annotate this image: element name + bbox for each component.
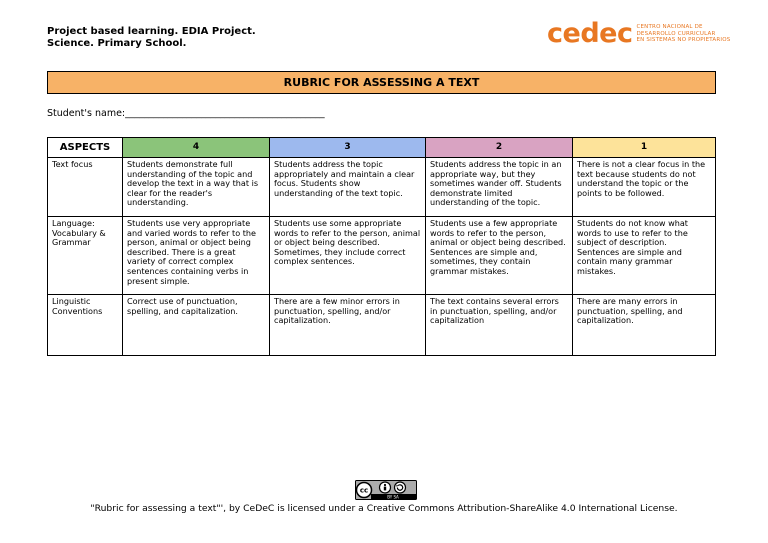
table-cell: Students demonstrate full understanding of the topic and develop the text in a way that is clear for the reader's understanding.	[123, 158, 270, 217]
header-line-1: Project based learning. EDIA Project.	[47, 26, 256, 37]
table-cell: Correct use of punctuation, spelling, and capitalization.	[123, 295, 270, 356]
header-score-4: 4	[123, 138, 270, 158]
table-cell: There is not a clear focus in the text because students do not understand the topic or the points to be followed.	[573, 158, 716, 217]
document-header	[47, 26, 256, 50]
table-cell: The text contains several errors in punctuation, spelling, and/or capitalization	[426, 295, 573, 356]
table-cell: Students do not know what words to use to refer to the subject of description. Sentences are simple and contain many grammar mistakes.	[573, 217, 716, 295]
cc-by-sa-icon[interactable]	[355, 480, 417, 500]
header-score-2: 2	[426, 138, 573, 158]
table-cell: Students address the topic appropriately and maintain a clear focus. Students show understanding of the text topic.	[270, 158, 426, 217]
table-cell: There are many errors in punctuation, spelling, and capitalization.	[573, 295, 716, 356]
table-cell: Students use very appropriate and varied words to refer to the person, animal or object being described. There is a great variety of correct complex sentences containing verbs in present simple.	[123, 217, 270, 295]
table-cell: Students address the topic in an appropriate way, but they sometimes wander off. Students demonstrate limited understanding of the topic.	[426, 158, 573, 217]
aspect-text-focus: Text focus	[48, 158, 123, 217]
aspect-language-line-2: Vocabulary & Grammar	[52, 227, 106, 248]
header-aspects: ASPECTS	[48, 138, 123, 158]
logo-subtitle	[636, 24, 730, 44]
table-row	[48, 158, 716, 217]
logo-sub-line-2: DESARROLLO CURRICULAR	[636, 30, 716, 37]
table-cell: There are a few minor errors in punctuation, spelling, and/or capitalization.	[270, 295, 426, 356]
logo-sub-line-3: EN SISTEMAS NO PROPIETARIOS	[636, 37, 731, 44]
cedec-logo	[547, 19, 730, 49]
aspect-language-line-1: Language:	[52, 218, 95, 228]
aspect-linguistic-conventions: Linguistic Conventions	[48, 295, 123, 356]
aspect-language	[48, 217, 123, 295]
table-header-row	[48, 138, 716, 158]
student-name-field: Student's name:__________________________________________	[47, 108, 325, 119]
table-row	[48, 295, 716, 356]
rubric-table	[47, 137, 716, 356]
logo-sub-line-1: CENTRO NACIONAL DE	[636, 24, 703, 31]
table-cell: Students use a few appropriate words to refer to the person, animal or object being described. Sentences are simple and, sometimes, they contain grammar mistakes.	[426, 217, 573, 295]
header-score-1: 1	[573, 138, 716, 158]
logo-wordmark: cedec	[547, 18, 633, 49]
license-notice: "Rubric for assessing a text"', by CeDeC is licensed under a Creative Commons Attribution-ShareAlike 4.0 International License.	[90, 503, 678, 514]
rubric-title: RUBRIC FOR ASSESSING A TEXT	[47, 71, 716, 94]
badge-text: BY SA	[387, 494, 399, 500]
header-line-2: Science. Primary School.	[47, 38, 187, 49]
header-score-3: 3	[270, 138, 426, 158]
svg-text:cc: cc	[359, 486, 369, 495]
table-row	[48, 217, 716, 295]
table-cell: Students use some appropriate words to refer to the person, animal or object being described. Sometimes, they include correct complex sentences.	[270, 217, 426, 295]
